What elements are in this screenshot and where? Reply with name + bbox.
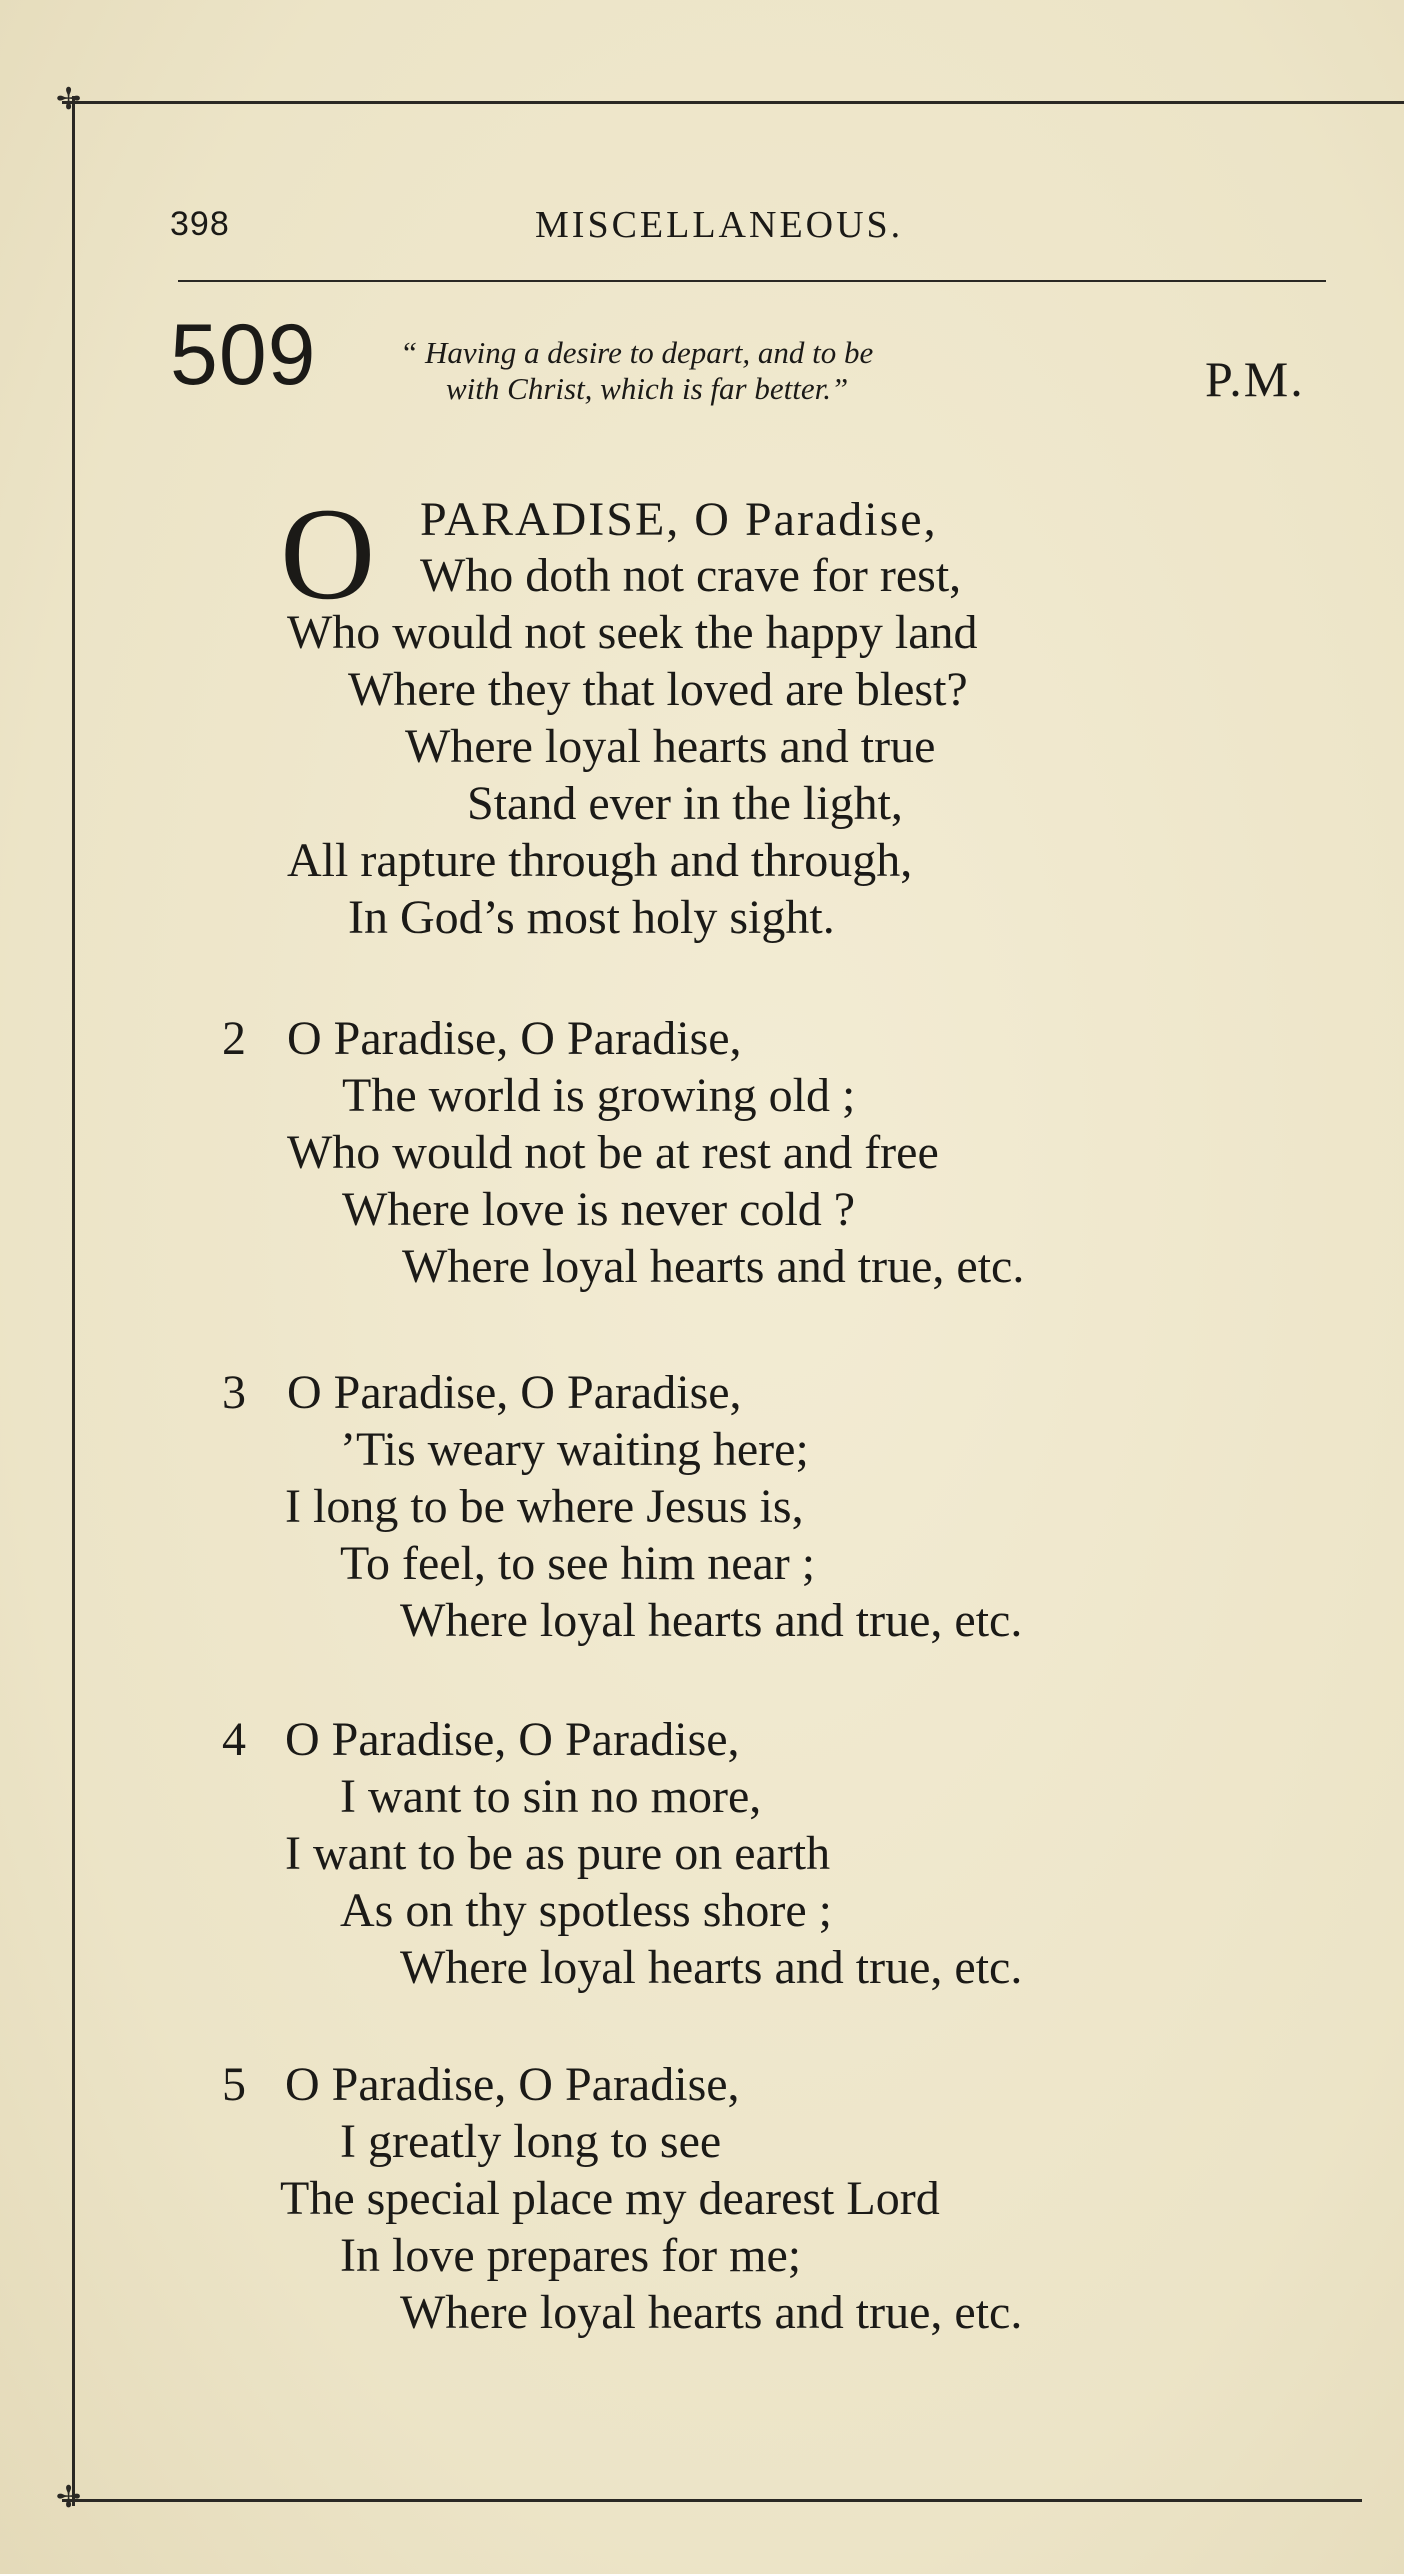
stanza-3-line-1: O Paradise, O Paradise, [287, 1366, 742, 1419]
stanza-2-line-2: The world is growing old ; [342, 1069, 856, 1122]
stanza-4-line-5: Where loyal hearts and true, etc. [400, 1941, 1023, 1994]
epigraph-line: with Christ, which is far better.” [446, 371, 849, 406]
page-number: 398 [170, 205, 230, 243]
stanza-3-line-3: I long to be where Jesus is, [285, 1480, 804, 1533]
stanza-5-line-1: O Paradise, O Paradise, [285, 2058, 740, 2111]
stanza-4-line-2: I want to sin no more, [340, 1770, 762, 1823]
stanza-5-line-3: The special place my dearest Lord [280, 2172, 940, 2225]
section-title: MISCELLANEOUS. [535, 204, 904, 246]
running-head [0, 205, 1404, 255]
stanza-4-line-3: I want to be as pure on earth [285, 1827, 831, 1880]
stanza-2-line-4: Where love is never cold ? [342, 1183, 856, 1236]
stanza-4-line-1: O Paradise, O Paradise, [285, 1713, 740, 1766]
hymn-number: 509 [170, 307, 317, 403]
stanza-3-line-4: To feel, to see him near ; [340, 1537, 816, 1590]
stanza-2-line-5: Where loyal hearts and true, etc. [402, 1240, 1025, 1293]
corner-ornament-bottom: ✢ [56, 2480, 82, 2515]
stanza-1-line-3: Who would not seek the happy land [287, 606, 978, 659]
left-margin-rule [72, 96, 75, 2506]
stanza-1-line-2: Who doth not crave for rest, [420, 549, 962, 602]
stanza-2-line-1: O Paradise, O Paradise, [287, 1012, 742, 1065]
hymn-epigraph [400, 335, 1200, 407]
epigraph-line: “ Having a desire to depart, and to be [400, 335, 874, 370]
bottom-rule [62, 2499, 1362, 2502]
hymn-meter: P.M. [1205, 351, 1305, 407]
stanza-1-line-7: All rapture through and through, [287, 834, 913, 887]
stanza-number: 5 [222, 2058, 246, 2111]
stanza-1-line-5: Where loyal hearts and true [405, 720, 936, 773]
stanza-3-line-2: ’Tis weary waiting here; [340, 1423, 809, 1476]
stanza-1-line-1: PARADISE, O Paradise, [420, 493, 938, 546]
stanza-number: 3 [222, 1366, 246, 1419]
stanza-1-line-4: Where they that loved are blest? [348, 663, 968, 716]
top-rule [62, 101, 1404, 104]
stanza-number: 2 [222, 1012, 246, 1065]
stanza-2-line-3: Who would not be at rest and free [287, 1126, 939, 1179]
corner-ornament-top: ✢ [56, 82, 82, 117]
stanza-5-line-4: In love prepares for me; [340, 2229, 802, 2282]
stanza-4-line-4: As on thy spotless shore ; [340, 1884, 832, 1937]
stanza-3-line-5: Where loyal hearts and true, etc. [400, 1594, 1023, 1647]
stanza-number: 4 [222, 1713, 246, 1766]
stanza-1-line-8: In God’s most holy sight. [348, 891, 835, 944]
drop-cap: O [280, 480, 376, 627]
stanza-5-line-2: I greatly long to see [340, 2115, 722, 2168]
stanza-5-line-5: Where loyal hearts and true, etc. [400, 2286, 1023, 2339]
header-rule [178, 280, 1326, 282]
stanza-1-line-6: Stand ever in the light, [467, 777, 903, 830]
